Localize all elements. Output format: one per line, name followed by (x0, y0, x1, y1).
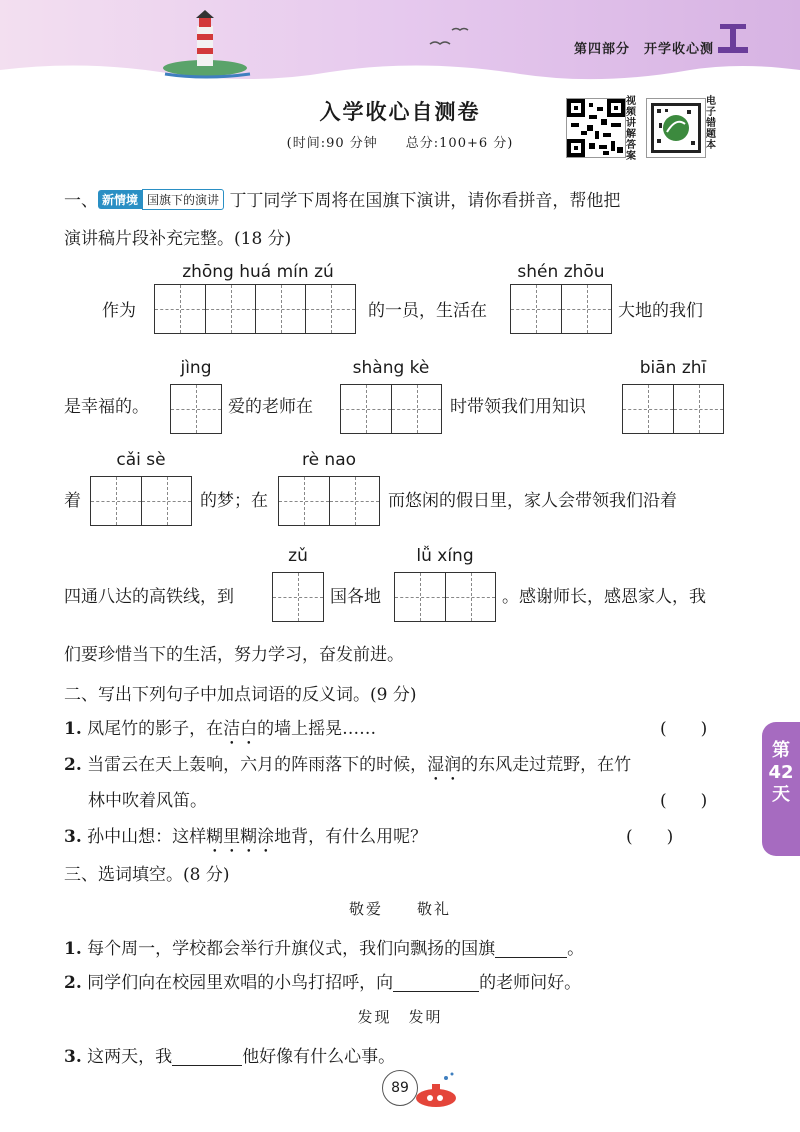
answer-grid-shenzhou[interactable] (510, 284, 612, 334)
item-number: 1. (64, 939, 82, 959)
page-number: 89 (382, 1070, 418, 1106)
day-tab: 第42天 (762, 722, 800, 856)
q2-heading: 二、写出下列句子中加点词语的反义词。(9 分) (64, 685, 417, 705)
q3-item-2 (64, 968, 581, 993)
pinyin-zu: zǔ (288, 546, 308, 566)
row1-text-c: 大地的我们 (618, 301, 703, 321)
answer-paren-1[interactable]: ( ) (660, 719, 708, 739)
q3-3-pre: 这两天，我 (87, 1047, 173, 1067)
answer-grid-bianzhi[interactable] (622, 384, 724, 434)
answer-paren-2[interactable]: ( ) (660, 791, 708, 811)
answer-grid-caise[interactable] (90, 476, 192, 526)
answer-grid-lvxing[interactable] (394, 572, 496, 622)
fill-blank-2[interactable] (393, 973, 479, 992)
answer-grid-jing[interactable] (170, 384, 222, 434)
q2-2-pre: 当雷云在天上轰响，六月的阵雨落下的时候， (87, 755, 428, 775)
q3-item-3 (64, 1042, 395, 1067)
q3-1-pre: 每个周一，学校都会举行升旗仪式，我们向飘扬的国旗 (87, 939, 496, 959)
q1-text-1: 丁丁同学下周将在国旗下演讲，请你看拼音，帮他把 (229, 191, 621, 211)
q2-item-1 (64, 714, 376, 749)
item-number: 1. (64, 719, 82, 739)
answer-grid-zu[interactable] (272, 572, 324, 622)
q2-3-pre: 孙中山想：这样 (87, 827, 207, 847)
q3-item-1 (64, 934, 584, 959)
fill-blank-3[interactable] (172, 1047, 242, 1066)
q2-1-pre: 凤尾竹的影子，在 (87, 719, 224, 739)
qr-label-wrongbook: 电子错题本 (706, 96, 716, 151)
q3-2-post: 的老师问好。 (479, 973, 582, 993)
q1-number: 一、 (64, 191, 98, 211)
row4-text-c: 。感谢师长，感恩家人，我 (502, 587, 706, 607)
q2-1-post: 的墙上摇晃…… (257, 719, 377, 739)
row3-text-c: 而悠闲的假日里，家人会带领我们沿着 (388, 491, 677, 511)
q3-2-pre: 同学们向在校园里欢唱的小鸟打招呼，向 (87, 973, 394, 993)
row3-text-b: 的梦；在 (200, 491, 268, 511)
qr-code-video[interactable] (566, 98, 626, 158)
dotted-word-3: 糊里糊涂 (206, 827, 275, 847)
row3-text-a: 着 (64, 491, 81, 511)
row4-text-a: 四通八达的高铁线，到 (64, 587, 234, 607)
row1-text-b: 的一员，生活在 (368, 301, 487, 321)
row1-text-a: 作为 (102, 301, 136, 321)
pinyin-zhonghua-minzu: zhōng huá mín zú (182, 262, 334, 282)
row5-text: 们要珍惜当下的生活，努力学习，奋发前进。 (64, 645, 404, 665)
item-number: 2. (64, 973, 82, 993)
row4-text-b: 国各地 (330, 587, 381, 607)
dotted-word-2: 湿润 (427, 755, 462, 775)
q2-3-post: 地背，有什么用呢？ (274, 827, 428, 847)
exam-info: (时间:90 分钟 总分:100+6 分) (286, 136, 514, 151)
word-choices-1: 敬爱 敬礼 (348, 900, 451, 918)
row2-text-a: 是幸福的。 (64, 397, 149, 417)
qr-code-wrongbook[interactable] (646, 98, 706, 158)
qr-label-video: 视频讲解答案 (626, 96, 636, 162)
page-title: 入学收心自测卷 (319, 99, 481, 124)
pinyin-jing: jìng (180, 358, 212, 378)
fill-blank-1[interactable] (495, 939, 567, 958)
dotted-word-1: 洁白 (223, 719, 258, 739)
section-label: 第四部分 开学收心测 (573, 42, 714, 57)
q3-1-post: 。 (567, 939, 585, 959)
q1-text-2: 演讲稿片段补充完整。(18 分) (64, 229, 292, 249)
answer-grid-renao[interactable] (278, 476, 380, 526)
q2-2-line2: 林中吹着风笛。 (88, 791, 207, 811)
submarine-icon (410, 1070, 466, 1110)
book-logo-icon (716, 18, 750, 58)
q1-line1 (64, 186, 620, 211)
row2-text-c: 时带领我们用知识 (450, 397, 586, 417)
answer-paren-3[interactable]: ( ) (626, 827, 674, 847)
q3-3-post: 他好像有什么心事。 (242, 1047, 396, 1067)
pinyin-lvxing: lǚ xíng (416, 546, 474, 566)
word-choices-2: 发现 发明 (357, 1008, 443, 1026)
q2-2-post: 的东风走过荒野，在竹 (461, 755, 632, 775)
q2-item-3 (64, 822, 427, 857)
pinyin-bianzhi: biān zhī (639, 358, 707, 378)
item-number: 2. (64, 755, 82, 775)
q3-heading: 三、选词填空。(8 分) (64, 865, 230, 885)
new-scenario-tag: 新情境 (98, 190, 142, 209)
pinyin-renao: rè nao (301, 450, 357, 470)
pinyin-shenzhou: shén zhōu (517, 262, 605, 282)
answer-grid-zhonghua-minzu[interactable] (154, 284, 356, 334)
row2-text-b: 爱的老师在 (228, 397, 313, 417)
answer-grid-shangke[interactable] (340, 384, 442, 434)
q2-item-2 (64, 750, 631, 785)
pinyin-shangke: shàng kè (352, 358, 430, 378)
item-number: 3. (64, 1047, 82, 1067)
item-number: 3. (64, 827, 82, 847)
pinyin-caise: cǎi sè (116, 450, 166, 470)
topic-tag: 国旗下的演讲 (142, 189, 224, 210)
